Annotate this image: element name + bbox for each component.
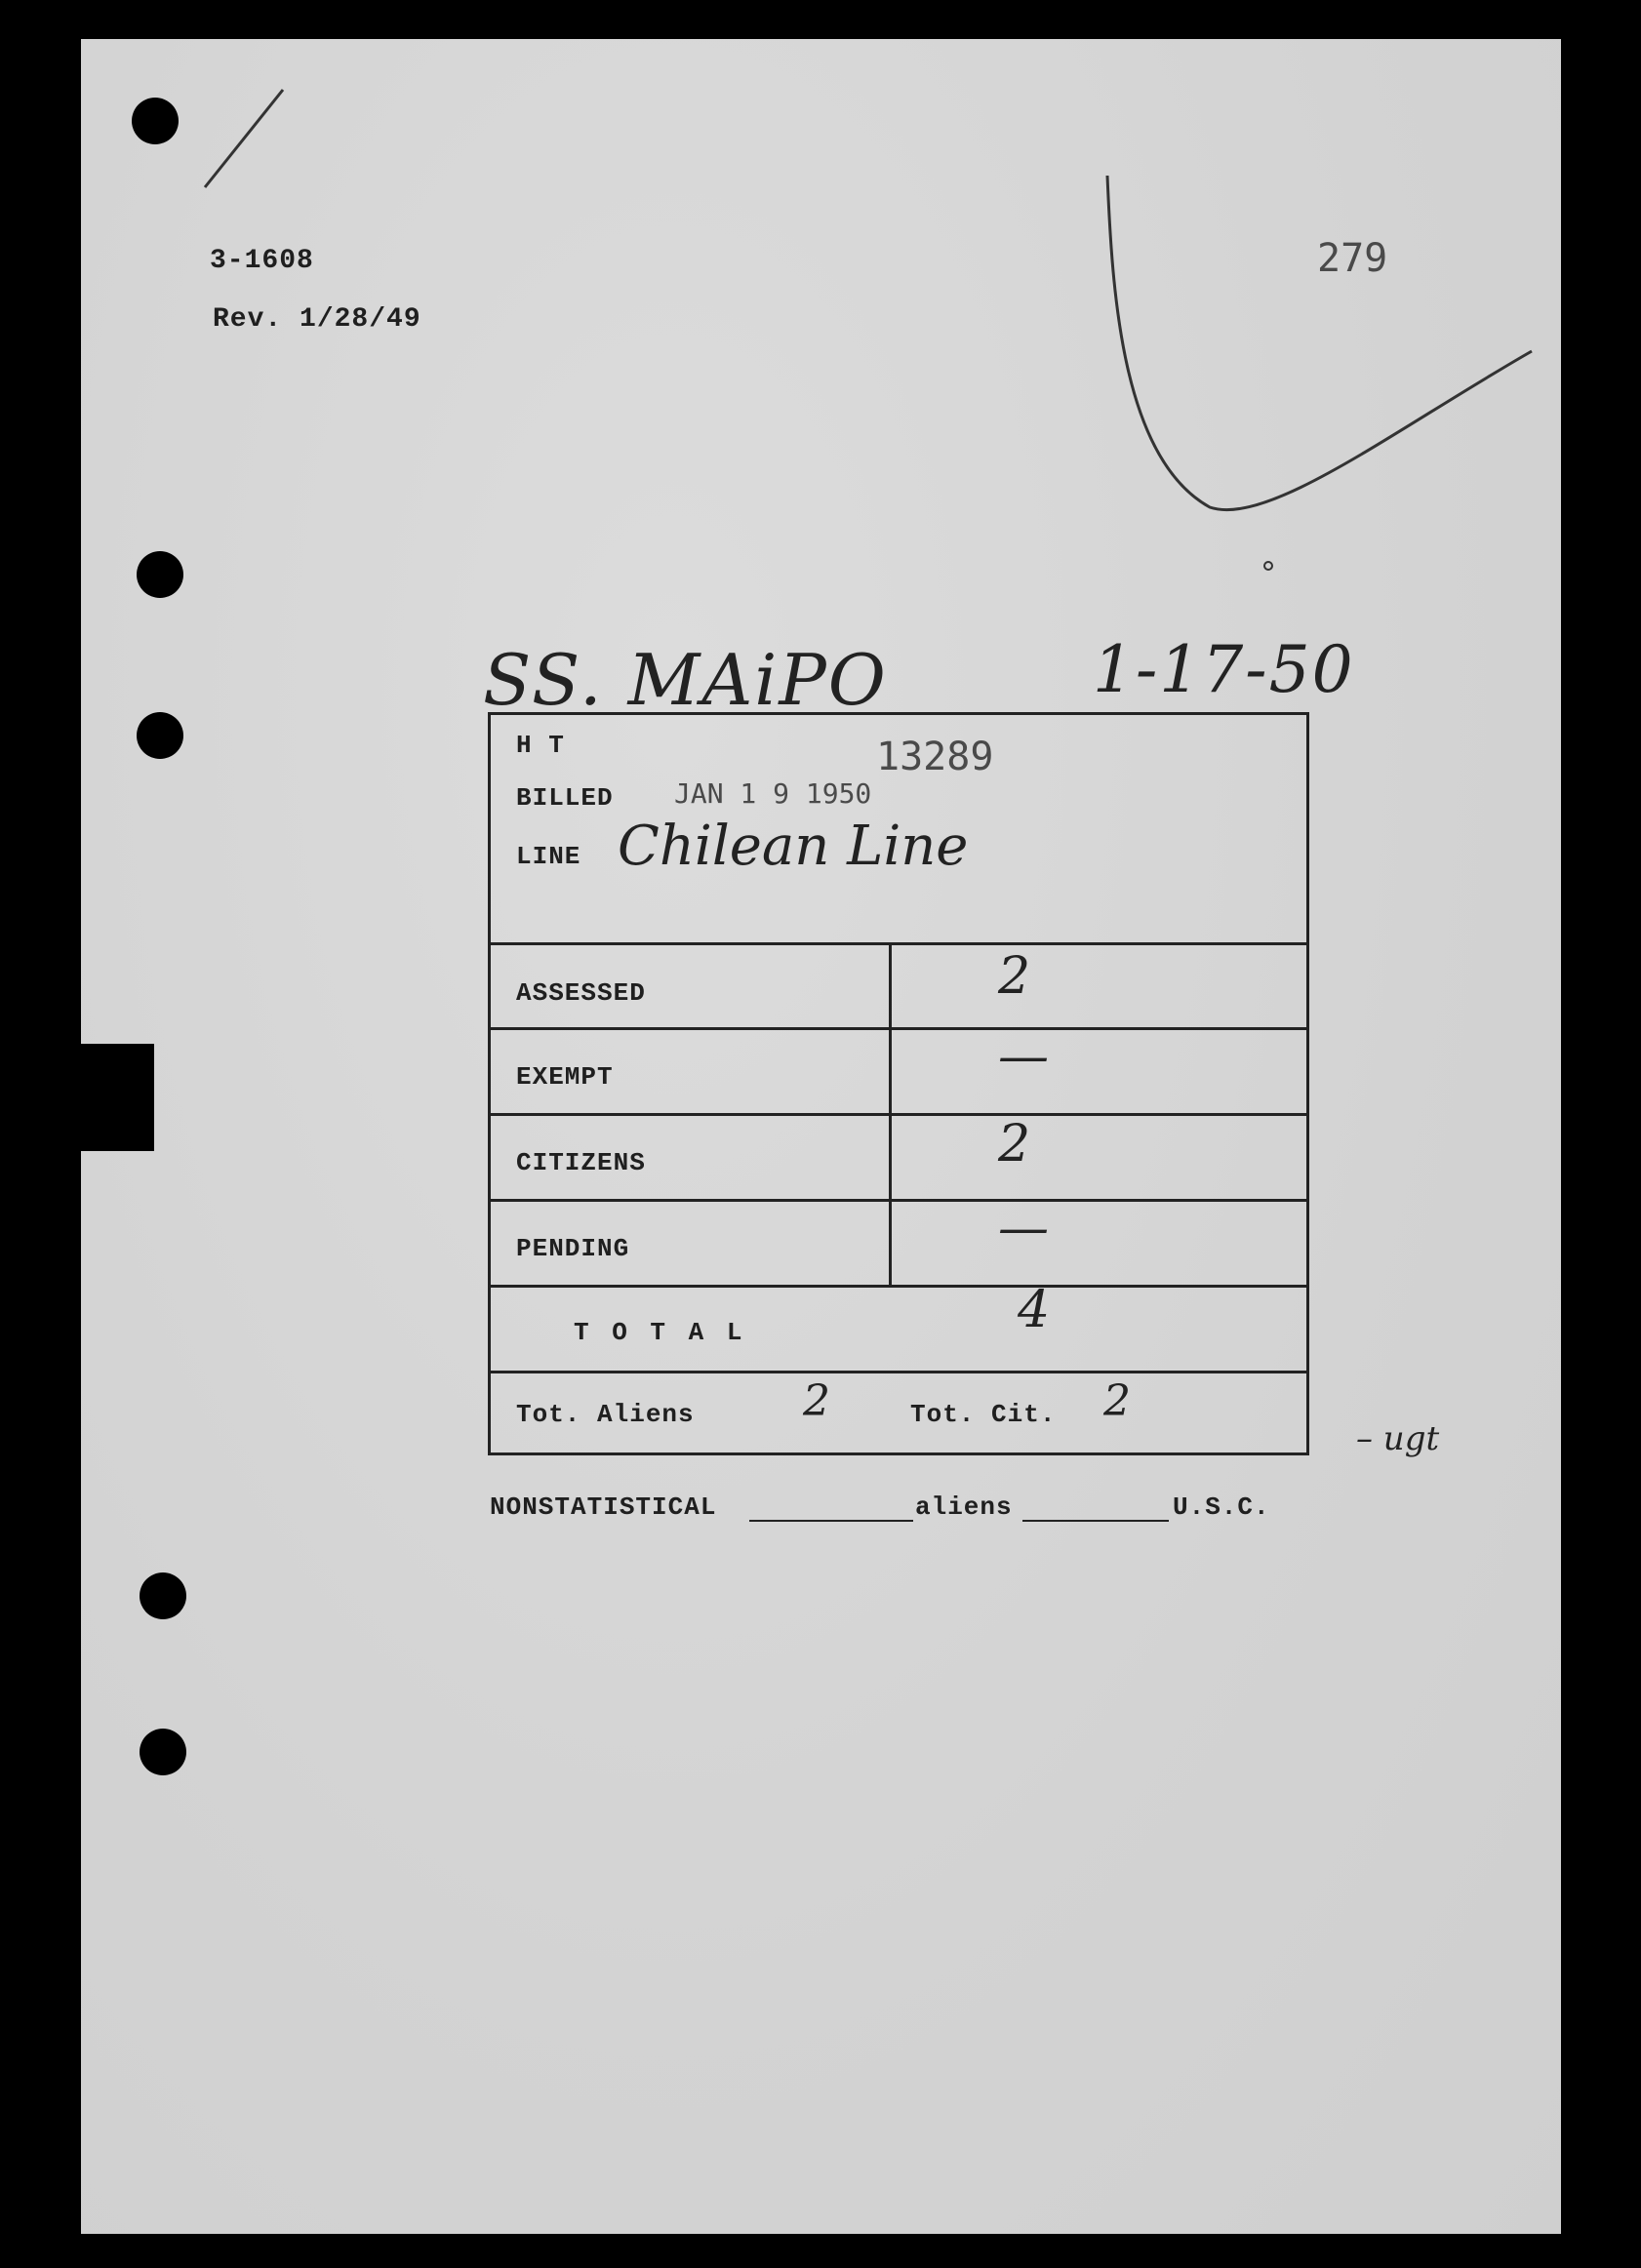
nonstatistical-usc-blank [1022, 1520, 1169, 1522]
divider [491, 1199, 1306, 1202]
line-label: LINE [516, 842, 581, 871]
citizens-value: 2 [998, 1115, 1031, 1174]
page-number: 279 [1317, 236, 1388, 281]
exempt-value: — [998, 1027, 1049, 1086]
form-number: 3-1608 [210, 246, 314, 276]
nonstatistical-aliens-blank [749, 1520, 913, 1522]
manifest-form [488, 712, 1309, 1455]
arrival-date: 1-17-50 [1093, 632, 1355, 707]
column-divider [889, 942, 892, 1285]
billed-date-stamp: JAN 1 9 1950 [674, 777, 872, 810]
side-annotation: – ugt [1356, 1419, 1440, 1458]
divider [491, 1027, 1306, 1030]
citizens-label: CITIZENS [516, 1148, 646, 1177]
exempt-label: EXEMPT [516, 1062, 614, 1092]
ht-label: H T [516, 731, 565, 760]
tot-cit-label: Tot. Cit. [910, 1400, 1057, 1429]
form-revision: Rev. 1/28/49 [213, 304, 421, 335]
pending-label: PENDING [516, 1234, 630, 1263]
tot-aliens-label: Tot. Aliens [516, 1400, 695, 1429]
tot-aliens-value: 2 [803, 1376, 830, 1426]
total-label: T O T A L [574, 1318, 746, 1347]
ht-number: 13289 [876, 735, 994, 779]
pending-value: — [998, 1199, 1049, 1257]
divider [491, 942, 1306, 945]
divider [491, 1285, 1306, 1288]
billed-label: BILLED [516, 783, 614, 813]
tot-cit-value: 2 [1103, 1376, 1131, 1426]
assessed-value: 2 [998, 947, 1031, 1006]
total-value: 4 [1018, 1281, 1051, 1339]
nonstatistical-label: NONSTATISTICAL [490, 1492, 717, 1522]
divider [491, 1371, 1306, 1373]
divider [491, 1113, 1306, 1116]
assessed-label: ASSESSED [516, 978, 646, 1008]
line-name: Chilean Line [618, 815, 969, 878]
ship-name: SS. MAiPO [483, 639, 888, 721]
usc-label: U.S.C. [1173, 1492, 1270, 1522]
aliens-label: aliens [915, 1492, 1013, 1522]
